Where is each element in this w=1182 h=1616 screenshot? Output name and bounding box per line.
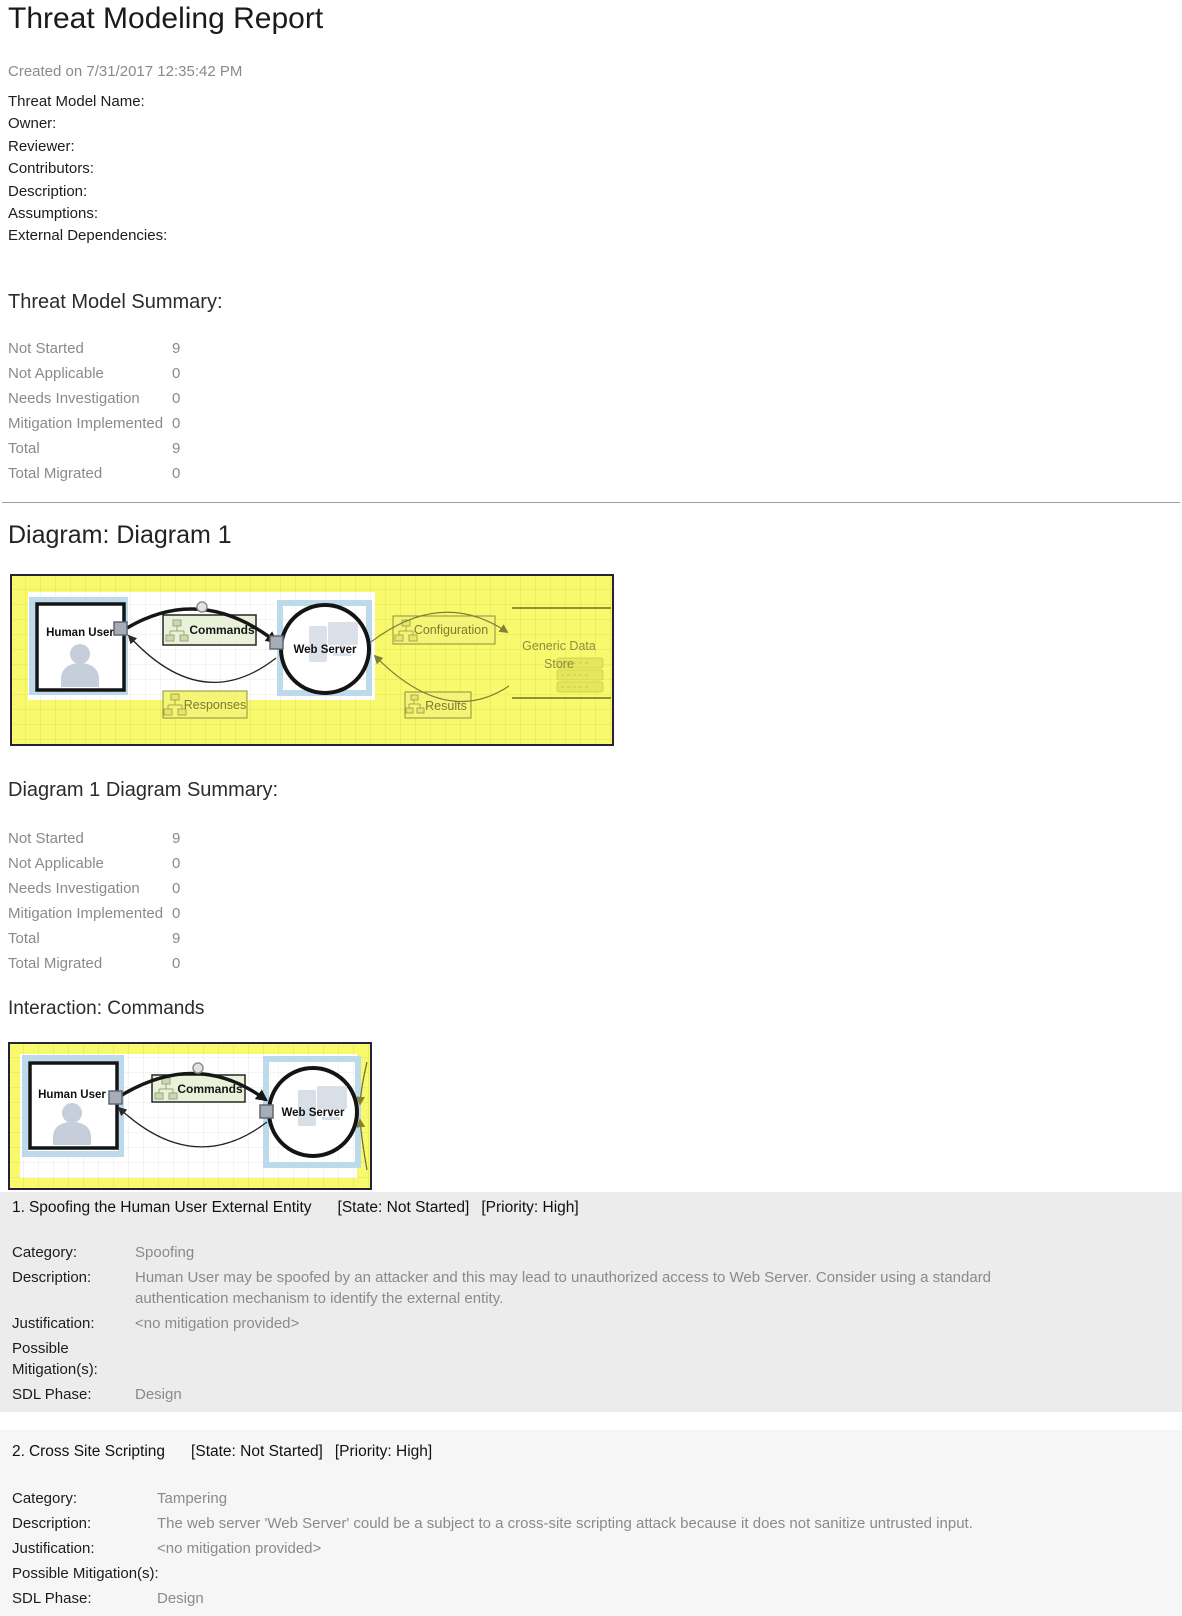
threat-title-row <box>12 1442 1170 1462</box>
model-summary-heading: Threat Model Summary: <box>8 291 223 313</box>
threat-state: [State: Not Started] <box>337 1199 470 1216</box>
summary-row-value: 9 <box>172 930 181 948</box>
threat-field-value <box>157 1563 1087 1584</box>
server-icon <box>309 622 358 662</box>
summary-row-value: 0 <box>172 365 181 383</box>
threat-field-value: The web server 'Web Server' could be a subject to a cross-site scripting attack because it does not sanitize untrusted input. <box>157 1515 973 1532</box>
results-label: Results <box>425 699 467 713</box>
threat-field-label: Justification: <box>12 1315 95 1332</box>
connector-web-server <box>260 1105 273 1118</box>
threat-field-label: SDL Phase: <box>12 1590 92 1607</box>
summary-row-value: 0 <box>172 390 181 408</box>
connector-human-user <box>109 1091 122 1104</box>
summary-row-label: Total <box>8 440 40 458</box>
human-user-entity <box>37 604 124 690</box>
field-threat-model-name: Threat Model Name: <box>8 93 145 110</box>
summary-row-label: Needs Investigation <box>8 390 140 408</box>
threat-title: Cross Site Scripting <box>28 1443 166 1460</box>
threat-priority: [Priority: High] <box>481 1199 579 1216</box>
threat-field-label: Description: <box>12 1515 92 1532</box>
created-on-text: Created on 7/31/2017 12:35:42 PM <box>8 63 243 80</box>
configuration-label: Configuration <box>413 623 489 637</box>
model-meta-fields <box>8 91 167 248</box>
threat-details <box>12 1488 1170 1609</box>
interaction-diagram-image <box>8 1042 372 1190</box>
responses-label: Responses <box>183 698 247 712</box>
threat-title: Spoofing the Human User External Entity <box>28 1199 312 1216</box>
human-user-entity <box>30 1063 117 1148</box>
threat-block-2 <box>0 1430 1182 1616</box>
commands-label: Commands <box>189 623 255 637</box>
threat-field-value: Spoofing <box>135 1244 195 1261</box>
human-user-label: Human User <box>38 1089 106 1101</box>
threat-field-value: <no mitigation provided> <box>157 1540 322 1557</box>
web-server-process <box>281 605 369 693</box>
threat-field-value: Design <box>157 1590 204 1607</box>
summary-row-label: Not Applicable <box>8 365 104 383</box>
threat-priority: [Priority: High] <box>334 1443 433 1460</box>
connector-human-user <box>114 622 127 635</box>
section-divider <box>2 502 1180 503</box>
threat-field-value <box>135 1338 1065 1380</box>
diagram-heading: Diagram: Diagram 1 <box>8 521 232 549</box>
threat-number: 1. <box>12 1199 25 1216</box>
web-server-label: Web Server <box>293 644 357 656</box>
field-reviewer: Reviewer: <box>8 137 75 155</box>
summary-row-value: 9 <box>172 340 181 357</box>
page-title: Threat Modeling Report <box>8 2 324 35</box>
threat-details <box>12 1242 1170 1405</box>
threat-title-row <box>12 1198 1170 1218</box>
field-owner: Owner: <box>8 115 57 133</box>
summary-row-value: 9 <box>172 830 181 847</box>
threat-block-1 <box>0 1192 1182 1412</box>
field-description: Description: <box>8 182 88 200</box>
threat-field-label: Description: <box>12 1269 92 1286</box>
web-server-label: Web Server <box>281 1107 345 1119</box>
summary-row-value: 0 <box>172 905 181 923</box>
summary-row-label: Total Migrated <box>8 465 103 483</box>
threat-field-value: Human User may be spoofed by an attacker and this may lead to unauthorized access to Web Server. Consider using a standard authentication mechanism to identify the external entity. <box>135 1269 992 1307</box>
web-server-process <box>269 1068 357 1156</box>
field-assumptions: Assumptions: <box>8 205 99 223</box>
flow-handle <box>197 602 207 612</box>
summary-row-label: Total <box>8 930 40 948</box>
threat-field-label: Category: <box>12 1244 78 1261</box>
summary-row-value: 0 <box>172 415 181 433</box>
field-external-dependencies: External Dependencies: <box>8 227 168 245</box>
summary-row-label: Mitigation Implemented <box>8 415 164 433</box>
diagram-summary-heading: Diagram 1 Diagram Summary: <box>8 779 279 801</box>
summary-row-value: 0 <box>172 880 181 898</box>
human-user-label: Human User <box>46 627 114 639</box>
threat-field-value: <no mitigation provided> <box>135 1315 300 1332</box>
server-icon <box>298 1086 347 1126</box>
summary-row-label: Not Started <box>8 340 84 357</box>
connector-web-server <box>270 636 283 649</box>
responses-flow-label <box>163 691 247 718</box>
threat-field-label: Possible Mitigation(s): <box>12 1565 159 1582</box>
summary-row-label: Total Migrated <box>8 955 103 973</box>
flow-handle <box>193 1063 203 1073</box>
results-flow-label <box>405 692 471 718</box>
summary-row-value: 0 <box>172 855 181 873</box>
summary-row-label: Mitigation Implemented <box>8 905 164 923</box>
diagram-summary-table <box>8 826 232 977</box>
datastore-label-line2: Store <box>544 657 574 671</box>
summary-row-label: Not Applicable <box>8 855 104 873</box>
summary-row-value: 0 <box>172 465 181 483</box>
threat-field-label: Possible Mitigation(s): <box>12 1340 98 1378</box>
threat-field-label: Justification: <box>12 1540 95 1557</box>
summary-row-value: 0 <box>172 955 181 973</box>
threat-number: 2. <box>12 1443 25 1460</box>
interaction-heading: Interaction: Commands <box>8 998 205 1019</box>
threat-field-label: SDL Phase: <box>12 1386 92 1403</box>
summary-row-label: Needs Investigation <box>8 880 140 898</box>
threat-state: [State: Not Started] <box>191 1443 323 1460</box>
diagram-1-image <box>10 574 614 746</box>
commands-label: Commands <box>177 1082 243 1096</box>
field-contributors: Contributors: <box>8 160 94 178</box>
threat-field-value: Design <box>135 1386 182 1403</box>
datastore-label-line1: Generic Data <box>522 639 596 653</box>
summary-row-value: 9 <box>172 440 181 458</box>
model-summary-table <box>8 336 232 487</box>
threat-field-value: Tampering <box>157 1490 228 1507</box>
summary-row-label: Not Started <box>8 830 84 847</box>
threat-field-label: Category: <box>12 1490 78 1507</box>
